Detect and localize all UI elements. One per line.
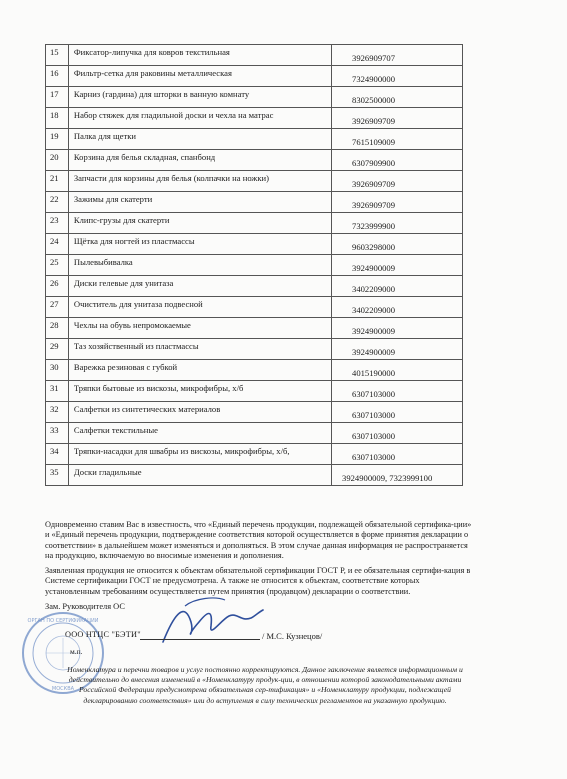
- cell-code: 9603298000: [332, 234, 463, 255]
- cell-code: 3924900009, 7323999100: [332, 465, 463, 486]
- cell-num: 34: [46, 444, 69, 465]
- cell-num: 31: [46, 381, 69, 402]
- cell-name: Тряпки бытовые из вискозы, микрофибры, х/б: [68, 381, 331, 402]
- cell-code: 3924900009: [332, 255, 463, 276]
- signer-role: Зам. Руководителя ОС: [45, 602, 125, 611]
- cell-code: 6307103000: [332, 402, 463, 423]
- cell-name: Карниз (гардина) для шторки в ванную комнату: [68, 87, 331, 108]
- table-row: [46, 192, 463, 213]
- cell-code: 6307103000: [332, 423, 463, 444]
- table-row: [46, 255, 463, 276]
- cell-name: Фиксатор-липучка для ковров текстильная: [68, 45, 331, 66]
- cell-code: 3924900009: [332, 339, 463, 360]
- cell-code: 3402209000: [332, 276, 463, 297]
- notice-paragraph: Одновременно ставим Вас в известность, что «Единый перечень продукции, подлежащей обязательной сертифика-ции» и «Единый перечень продукции, подтверждение соответствия которой осуществляется в форме принятия декларации о соответствии» в дальнейшем может изменяться и дополняться. В этом случае данная информация не распространяется на продукцию, включаемую во вносимые изменения и дополнения.: [45, 520, 472, 561]
- table-row: [46, 66, 463, 87]
- certification-paragraph: Заявленная продукция не относится к объектам обязательной сертификации ГОСТ Р, и ее обязательная сертифи-кация в Системе сертификации ГОСТ не предусмотрена. А также не относится к объектам, соответствие которых установленным требованиям осуществляется путем принятия (продавцом) декларации о соответствии.: [45, 566, 471, 596]
- cell-name: Очиститель для унитаза подвесной: [68, 297, 331, 318]
- signer-name: / М.С. Кузнецов/: [262, 631, 323, 641]
- cell-num: 24: [46, 234, 69, 255]
- cell-num: 30: [46, 360, 69, 381]
- products-table: [45, 44, 463, 486]
- cell-code: 6307103000: [332, 381, 463, 402]
- cell-num: 19: [46, 129, 69, 150]
- cell-code: 7615109009: [332, 129, 463, 150]
- table-row: [46, 87, 463, 108]
- table-row: [46, 129, 463, 150]
- cell-num: 20: [46, 150, 69, 171]
- cell-num: 17: [46, 87, 69, 108]
- cell-num: 25: [46, 255, 69, 276]
- stamp-place-label: м.п.: [70, 647, 83, 656]
- cell-name: Запчасти для корзины для белья (колпачки на ножки): [68, 171, 331, 192]
- cell-code: 3926909709: [332, 171, 463, 192]
- table-row: [46, 171, 463, 192]
- table-row: [46, 150, 463, 171]
- cell-name: Доски гладильные: [68, 465, 331, 486]
- table-row: [46, 318, 463, 339]
- table-row: [46, 360, 463, 381]
- cell-num: 29: [46, 339, 69, 360]
- table-row: [46, 339, 463, 360]
- cell-num: 27: [46, 297, 69, 318]
- cell-code: 3926909707: [332, 45, 463, 66]
- cell-name: Тряпки-насадки для швабры из вискозы, микрофибры, х/б,: [68, 444, 331, 465]
- cell-num: 22: [46, 192, 69, 213]
- table-row: [46, 213, 463, 234]
- cell-name: Пылевыбивалка: [68, 255, 331, 276]
- table-row: [46, 45, 463, 66]
- cell-code: 3924900009: [332, 318, 463, 339]
- cell-num: 26: [46, 276, 69, 297]
- cell-name: Варежка резиновая с губкой: [68, 360, 331, 381]
- cell-code: 3926909709: [332, 108, 463, 129]
- cell-num: 23: [46, 213, 69, 234]
- cell-num: 32: [46, 402, 69, 423]
- signature-line: [140, 639, 260, 640]
- cell-num: 16: [46, 66, 69, 87]
- cell-code: 7323999900: [332, 213, 463, 234]
- footer-note: Номенклатура и перечни товаров и услуг постоянно корректируются. Данное заключение является информационным и действительно до внесения изменений в «Номенклатуру продук-ции, в отношении которой законодательными актами Российской Федерации предусмотрена обязательная сер-тификация» и «Номенклатуру продукции, подлежащей декларированию соответствия» или до вступления в силу технических регламентов на указанную продукцию.: [67, 665, 463, 705]
- svg-text:МОСКВА: МОСКВА: [51, 686, 75, 692]
- cell-name: Щётка для ногтей из пластмассы: [68, 234, 331, 255]
- table-row: [46, 234, 463, 255]
- cell-num: 21: [46, 171, 69, 192]
- cell-name: Фильтр-сетка для раковины металлическая: [68, 66, 331, 87]
- cell-code: 6307103000: [332, 444, 463, 465]
- cell-code: 3402209000: [332, 297, 463, 318]
- table-row: [46, 276, 463, 297]
- cell-name: Корзина для белья складная, спанбонд: [68, 150, 331, 171]
- cell-num: 15: [46, 45, 69, 66]
- cell-name: Салфетки из синтетических материалов: [68, 402, 331, 423]
- cell-name: Чехлы на обувь непромокаемые: [68, 318, 331, 339]
- cell-name: Клипс-грузы для скатерти: [68, 213, 331, 234]
- cell-num: 35: [46, 465, 69, 486]
- cell-num: 18: [46, 108, 69, 129]
- cell-name: Набор стяжек для гладильной доски и чехла на матрас: [68, 108, 331, 129]
- cell-code: 3926909709: [332, 192, 463, 213]
- table-row: [46, 108, 463, 129]
- cell-code: 6307909900: [332, 150, 463, 171]
- svg-text:ОРГАН ПО СЕРТИФИКАЦИИ: ОРГАН ПО СЕРТИФИКАЦИИ: [27, 618, 99, 624]
- table-row: [46, 444, 463, 465]
- handwritten-signature-icon: [155, 592, 265, 650]
- table-row: [46, 423, 463, 444]
- cell-name: Палка для щетки: [68, 129, 331, 150]
- cell-code: 4015190000: [332, 360, 463, 381]
- cell-name: Диски гелевые для унитаза: [68, 276, 331, 297]
- table-row: [46, 465, 463, 486]
- organization-name: ООО НТЦС "БЭТИ": [65, 630, 141, 639]
- cell-num: 33: [46, 423, 69, 444]
- cell-name: Салфетки текстильные: [68, 423, 331, 444]
- table-row: [46, 381, 463, 402]
- cell-code: 8302500000: [332, 87, 463, 108]
- table-row: [46, 402, 463, 423]
- cell-name: Таз хозяйственный из пластмассы: [68, 339, 331, 360]
- cell-name: Зажимы для скатерти: [68, 192, 331, 213]
- cell-code: 7324900000: [332, 66, 463, 87]
- cell-num: 28: [46, 318, 69, 339]
- table-row: [46, 297, 463, 318]
